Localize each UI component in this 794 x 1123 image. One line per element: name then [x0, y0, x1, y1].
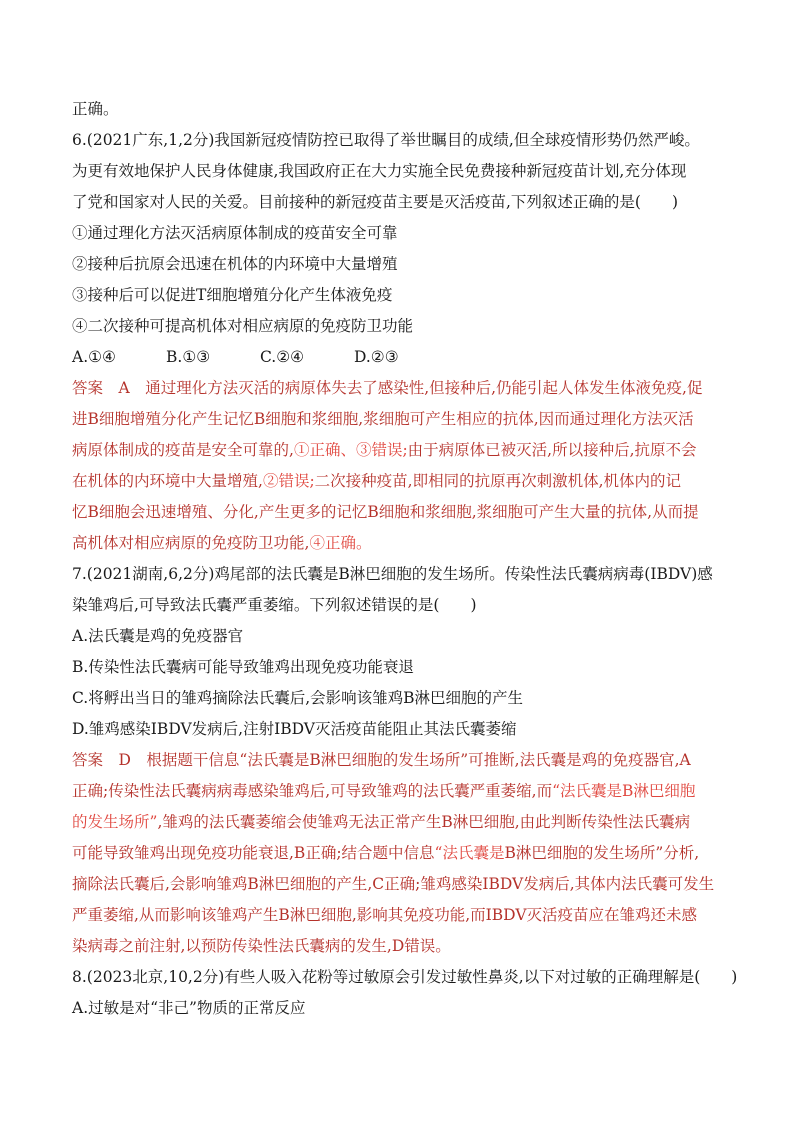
- option-d: D.②③: [354, 348, 399, 366]
- option-d: D.雏鸡感染IBDV发病后,注射IBDV灭活疫苗能阻止其法氏囊萎缩: [72, 720, 517, 738]
- answer-text-line: [72, 838, 772, 869]
- answer-text-line: 进B细胞增殖分化产生记忆B细胞和浆细胞,浆细胞可产生相应的抗体,因而通过理化方法灭活: [72, 410, 694, 428]
- text-line: 为更有效地保护人民身体健康,我国政府正在大力实施全民免费接种新冠疫苗计划,充分体现: [72, 162, 687, 180]
- answer-text-line: [72, 435, 772, 466]
- statement-1: ①通过理化方法灭活病原体制成的疫苗安全可靠: [72, 224, 398, 242]
- answer-text: 正确;传染性法氏囊病病毒感染雏鸡后,可导致雏鸡的法氏囊严重萎缩,而: [72, 782, 553, 800]
- answer-highlight: ②错误;: [262, 472, 315, 490]
- answer-text: 二次接种疫苗,即相同的抗原再次刺激机体,机体内的记: [314, 472, 682, 490]
- answer-text: 由于病原体已被灭活,所以接种后,抗原不会: [407, 441, 697, 459]
- answer-text-line: 摘除法氏囊后,会影响雏鸡B淋巴细胞的产生,C正确;雏鸡感染IBDV发病后,其体内法氏囊可发生: [72, 875, 715, 893]
- statement-2: ②接种后抗原会迅速在机体的内环境中大量增殖: [72, 255, 398, 273]
- statement-4: ④二次接种可提高机体对相应病原的免疫防卫功能: [72, 317, 414, 335]
- text-line: 染雏鸡后,可导致法氏囊严重萎缩。下列叙述错误的是( ): [72, 596, 477, 614]
- answer-highlight: 的发生场所”: [72, 813, 158, 831]
- answer-text: B淋巴细胞的发生场所”分析,: [504, 844, 700, 862]
- question-6-stem: 6.(2021广东,1,2分)我国新冠疫情防控已取得了举世瞩目的成绩,但全球疫情形势仍然严峻。: [72, 131, 700, 149]
- option-b: B.传染性法氏囊病可能导致雏鸡出现免疫功能衰退: [72, 658, 414, 676]
- answer-text-line: [72, 466, 772, 497]
- question-7-stem: 7.(2021湖南,6,2分)鸡尾部的法氏囊是B淋巴细胞的发生场所。传染性法氏囊病病毒(IBDV)感: [72, 565, 713, 583]
- option-c: C.将孵出当日的雏鸡摘除法氏囊后,会影响该雏鸡B淋巴细胞的产生: [72, 689, 524, 707]
- answer-text-line: [72, 807, 772, 838]
- answer-7: 答案 D 根据题干信息“法氏囊是B淋巴细胞的发生场所”可推断,法氏囊是鸡的免疫器官,A: [72, 751, 691, 769]
- text-line: 正确。: [72, 100, 119, 118]
- option-c: C.②④: [260, 348, 305, 366]
- question-6-options: [72, 342, 772, 373]
- answer-text: 病原体制成的疫苗是安全可靠的,: [72, 441, 294, 459]
- answer-text: 可能导致雏鸡出现免疫功能衰退,B正确;结合题中信息: [72, 844, 435, 862]
- answer-text: ,雏鸡的法氏囊萎缩会使雏鸡无法正常产生B淋巴细胞,由此判断传染性法氏囊病: [157, 813, 691, 831]
- answer-highlight: ④正确。: [309, 534, 372, 552]
- text-line: 了党和国家对人民的关爱。目前接种的新冠疫苗主要是灭活疫苗,下列叙述正确的是( ): [72, 193, 679, 211]
- option-a: A.①④: [72, 348, 116, 366]
- answer-6: 答案 A 通过理化方法灭活的病原体失去了感染性,但接种后,仍能引起人体发生体液免疫,促: [72, 379, 703, 397]
- answer-highlight: “法氏囊是B淋巴细胞: [552, 782, 696, 800]
- document-page: [72, 94, 772, 1024]
- option-a: A.法氏囊是鸡的免疫器官: [72, 627, 244, 645]
- option-a: A.过敏是对“非己”物质的正常反应: [72, 999, 306, 1017]
- answer-text-line: 忆B细胞会迅速增殖、分化,产生更多的记忆B细胞和浆细胞,浆细胞可产生大量的抗体,从而提: [72, 503, 699, 521]
- statement-3: ③接种后可以促进T细胞增殖分化产生体液免疫: [72, 286, 393, 304]
- answer-text: 高机体对相应病原的免疫防卫功能,: [72, 534, 310, 552]
- option-b: B.①③: [166, 348, 211, 366]
- answer-text-line: [72, 776, 772, 807]
- answer-highlight: ①正确、③错误;: [293, 441, 408, 459]
- answer-text-line: 染病毒之前注射,以预防传染性法氏囊病的发生,D错误。: [72, 937, 451, 955]
- question-8-stem: 8.(2023北京,10,2分)有些人吸入花粉等过敏原会引发过敏性鼻炎,以下对过敏的正确理解是( ): [72, 968, 738, 986]
- answer-highlight: “法氏囊是: [434, 844, 505, 862]
- answer-text: 在机体的内环境中大量增殖,: [72, 472, 263, 490]
- answer-text-line: 严重萎缩,从而影响该雏鸡产生B淋巴细胞,影响其免疫功能,而IBDV灭活疫苗应在雏鸡还未感: [72, 906, 698, 924]
- answer-text-line: [72, 528, 772, 559]
